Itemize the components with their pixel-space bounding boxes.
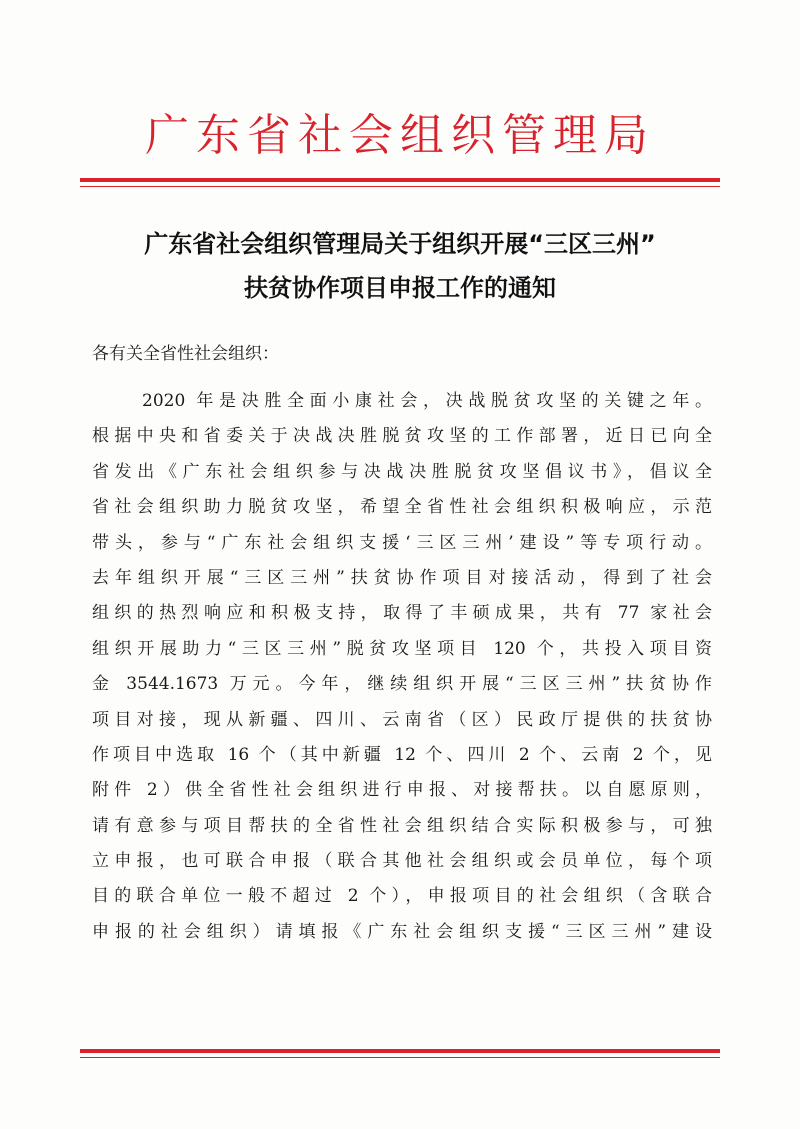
salutation: 各有关全省性社会组织：	[92, 344, 279, 364]
body-line: 项目对接，现从新疆、四川、云南省（区）民政厅提供的扶贫协	[92, 709, 712, 730]
body-line: 申报的社会组织）请填报《广东社会组织支援“三区三州”建设	[92, 921, 712, 942]
document-title-line: 扶贫协作项目申报工作的通知	[244, 274, 556, 302]
document-title-line: 广东省社会组织管理局关于组织开展“三区三州”	[144, 230, 656, 258]
body-line: 带头，参与“广东社会组织支援‘三区三州’建设”等专项行动。	[92, 532, 712, 553]
body-line: 附件 2）供全省性社会组织进行申报、对接帮扶。以自愿原则，	[92, 780, 712, 801]
body-line: 省发出《广东社会组织参与决战决胜脱贫攻坚倡议书》，倡议全	[92, 461, 712, 482]
body-line: 立申报，也可联合申报（联合其他社会组织或会员单位，每个项	[92, 851, 712, 872]
body-line: 组织开展助力“三区三州”脱贫攻坚项目 120 个，共投入项目资	[92, 638, 712, 659]
header-divider-thin	[80, 186, 720, 187]
header-divider-thick	[80, 178, 720, 182]
body-line: 请有意参与项目帮扶的全省性社会组织结合实际积极参与，可独	[92, 815, 712, 836]
issuing-organization-header: 广东省社会组织管理局	[145, 110, 655, 161]
body-line: 作项目中选取 16 个（其中新疆 12 个、四川 2 个、云南 2 个，见	[92, 744, 712, 765]
footer-divider-thick	[80, 1049, 720, 1053]
body-line: 目的联合单位一般不超过 2 个），申报项目的社会组织（含联合	[92, 886, 712, 907]
body-line: 去年组织开展“三区三州”扶贫协作项目对接活动，得到了社会	[92, 567, 712, 588]
body-line: 根据中央和省委关于决战决胜脱贫攻坚的工作部署，近日已向全	[92, 426, 712, 447]
body-text	[92, 384, 712, 950]
body-line: 组织的热烈响应和积极支持，取得了丰硕成果，共有 77 家社会	[92, 603, 712, 624]
body-line: 金 3544.1673 万元。今年，继续组织开展“三区三州”扶贫协作	[92, 674, 712, 695]
body-line: 省社会组织助力脱贫攻坚，希望全省性社会组织积极响应，示范	[92, 497, 712, 518]
document-title	[80, 222, 720, 310]
body-line: 2020 年是决胜全面小康社会，决战脱贫攻坚的关键之年。	[142, 391, 712, 411]
footer-divider-thin	[80, 1057, 720, 1058]
